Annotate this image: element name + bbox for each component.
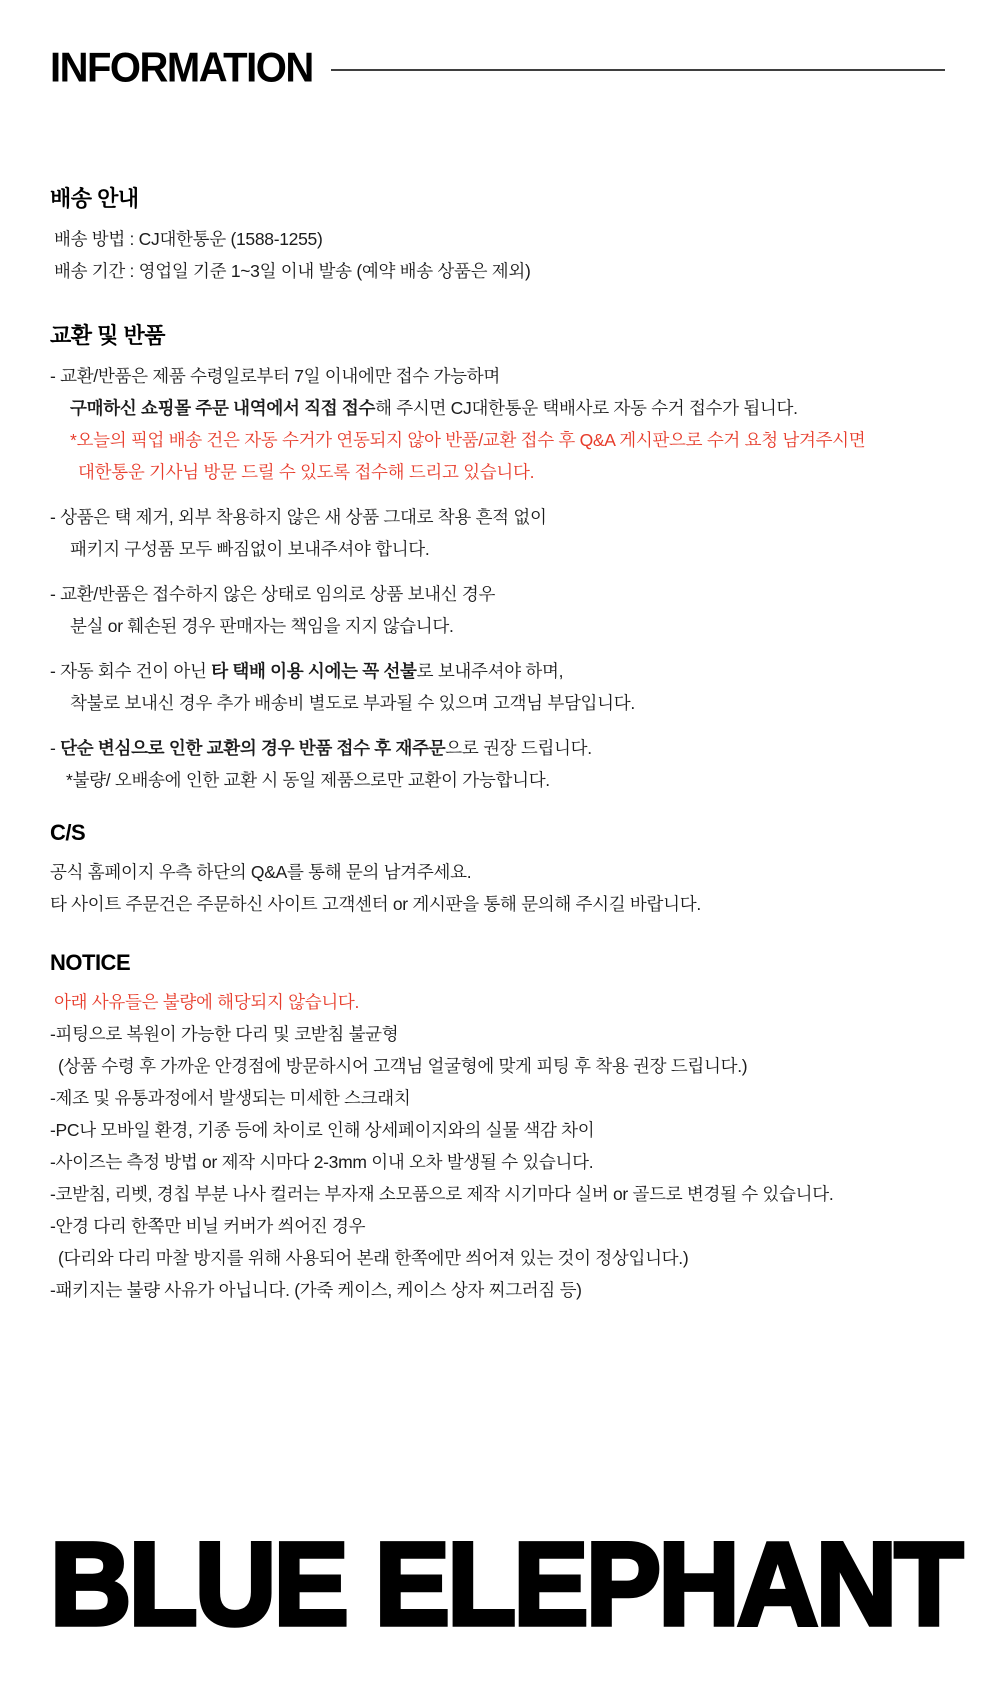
pickup-warning-line-1: *오늘의 픽업 배송 건은 자동 수거가 연동되지 않아 반품/교환 접수 후 Q&A 게시판으로 수거 요청 남겨주시면 — [70, 430, 866, 450]
cs-line-2: 타 사이트 주문건은 주문하신 사이트 고객센터 or 게시판을 통해 문의해 주시길 바랍니다. — [50, 894, 701, 914]
exchange-item-1-line-2 — [50, 392, 945, 424]
blue-elephant-logo: BLUE ELEPHANT — [50, 1518, 961, 1651]
cs-heading: C/S — [50, 820, 86, 845]
section-cs — [50, 820, 945, 920]
exchange-heading: 교환 및 반품 — [50, 323, 165, 348]
notice-line: -제조 및 유통과정에서 발생되는 미세한 스크래치 — [50, 1088, 411, 1108]
exchange-item-2-line-1: - 상품은 택 제거, 외부 착용하지 않은 새 상품 그대로 착용 흔적 없이 — [50, 507, 547, 527]
pickup-warning-line-2: 대한통운 기사님 방문 드릴 수 있도록 접수해 드리고 있습니다. — [78, 462, 535, 482]
header — [50, 46, 945, 90]
cs-line-1: 공식 홈페이지 우측 하단의 Q&A를 통해 문의 남겨주세요. — [50, 862, 472, 882]
notice-line: -패키지는 불량 사유가 아닙니다. (가죽 케이스, 케이스 상자 찌그러짐 등) — [50, 1280, 582, 1300]
exchange-item-3 — [50, 578, 945, 642]
shipping-period-line: 배송 기간 : 영업일 기준 1~3일 이내 발송 (예약 배송 상품은 제외) — [54, 261, 531, 281]
exchange-item-4-bold-text: 타 택배 이용 시에는 꼭 선불 — [211, 661, 417, 681]
shipping-method-line: 배송 방법 : CJ대한통운 (1588-1255) — [54, 229, 323, 249]
exchange-item-1-bold-text: 구매하신 쇼핑몰 주문 내역에서 직접 접수 — [70, 398, 376, 418]
notice-line: (상품 수령 후 가까운 안경점에 방문하시어 고객님 얼굴형에 맞게 피팅 후 착용 권장 드립니다.) — [58, 1056, 748, 1076]
exchange-item-5-rest-text: 으로 권장 드립니다. — [445, 738, 592, 758]
exchange-item-5-line-1 — [50, 732, 945, 764]
exchange-item-2 — [50, 501, 945, 565]
exchange-item-4-pre-text: - 자동 회수 건이 아닌 — [50, 661, 212, 681]
exchange-item-1-rest-text: 해 주시면 CJ대한통운 택배사로 자동 수거 접수가 됩니다. — [375, 398, 798, 418]
notice-line: -코받침, 리벳, 경칩 부분 나사 컬러는 부자재 소모품으로 제작 시기마다 실버 or 골드로 변경될 수 있습니다. — [50, 1184, 834, 1204]
notice-line: -안경 다리 한쪽만 비닐 커버가 씌어진 경우 — [50, 1216, 366, 1236]
notice-line: -피팅으로 복원이 가능한 다리 및 코받침 불균형 — [50, 1024, 399, 1044]
notice-line: -사이즈는 측정 방법 or 제작 시마다 2-3mm 이내 오차 발생될 수 있습니다. — [50, 1152, 594, 1172]
section-exchange — [50, 319, 945, 796]
notice-line: (다리와 다리 마찰 방지를 위해 사용되어 본래 한쪽에만 씌어져 있는 것이 정상입니다.) — [58, 1248, 689, 1268]
notice-heading: NOTICE — [50, 950, 131, 975]
section-notice — [50, 950, 945, 1306]
page-title: INFORMATION — [50, 45, 313, 91]
exchange-item-5-line-2: *불량/ 오배송에 인한 교환 시 동일 제품으로만 교환이 가능합니다. — [66, 770, 550, 790]
exchange-item-1 — [50, 360, 945, 488]
title-rule — [331, 69, 945, 71]
exchange-item-3-line-1: - 교환/반품은 접수하지 않은 상태로 임의로 상품 보내신 경우 — [50, 584, 496, 604]
exchange-item-4-line-1 — [50, 655, 945, 687]
exchange-item-1-line-1: - 교환/반품은 제품 수령일로부터 7일 이내에만 접수 가능하며 — [50, 366, 500, 386]
exchange-item-4 — [50, 655, 945, 719]
notice-warning-line: 아래 사유들은 불량에 해당되지 않습니다. — [54, 992, 360, 1012]
exchange-item-4-line-2: 착불로 보내신 경우 추가 배송비 별도로 부과될 수 있으며 고객님 부담입니다. — [70, 693, 635, 713]
exchange-item-5-bold-text: 단순 변심으로 인한 교환의 경우 반품 접수 후 재주문 — [60, 738, 446, 758]
exchange-item-2-line-2: 패키지 구성품 모두 빠짐없이 보내주셔야 합니다. — [70, 539, 430, 559]
exchange-item-3-line-2: 분실 or 훼손된 경우 판매자는 책임을 지지 않습니다. — [70, 616, 454, 636]
exchange-item-5-pre-text: - — [50, 738, 61, 758]
exchange-item-5 — [50, 732, 945, 796]
exchange-item-4-rest-text: 로 보내주셔야 하며, — [416, 661, 564, 681]
notice-line: -PC나 모바일 환경, 기종 등에 차이로 인해 상세페이지와의 실물 색감 차이 — [50, 1120, 595, 1140]
section-shipping — [50, 182, 945, 287]
shipping-heading: 배송 안내 — [50, 186, 139, 211]
